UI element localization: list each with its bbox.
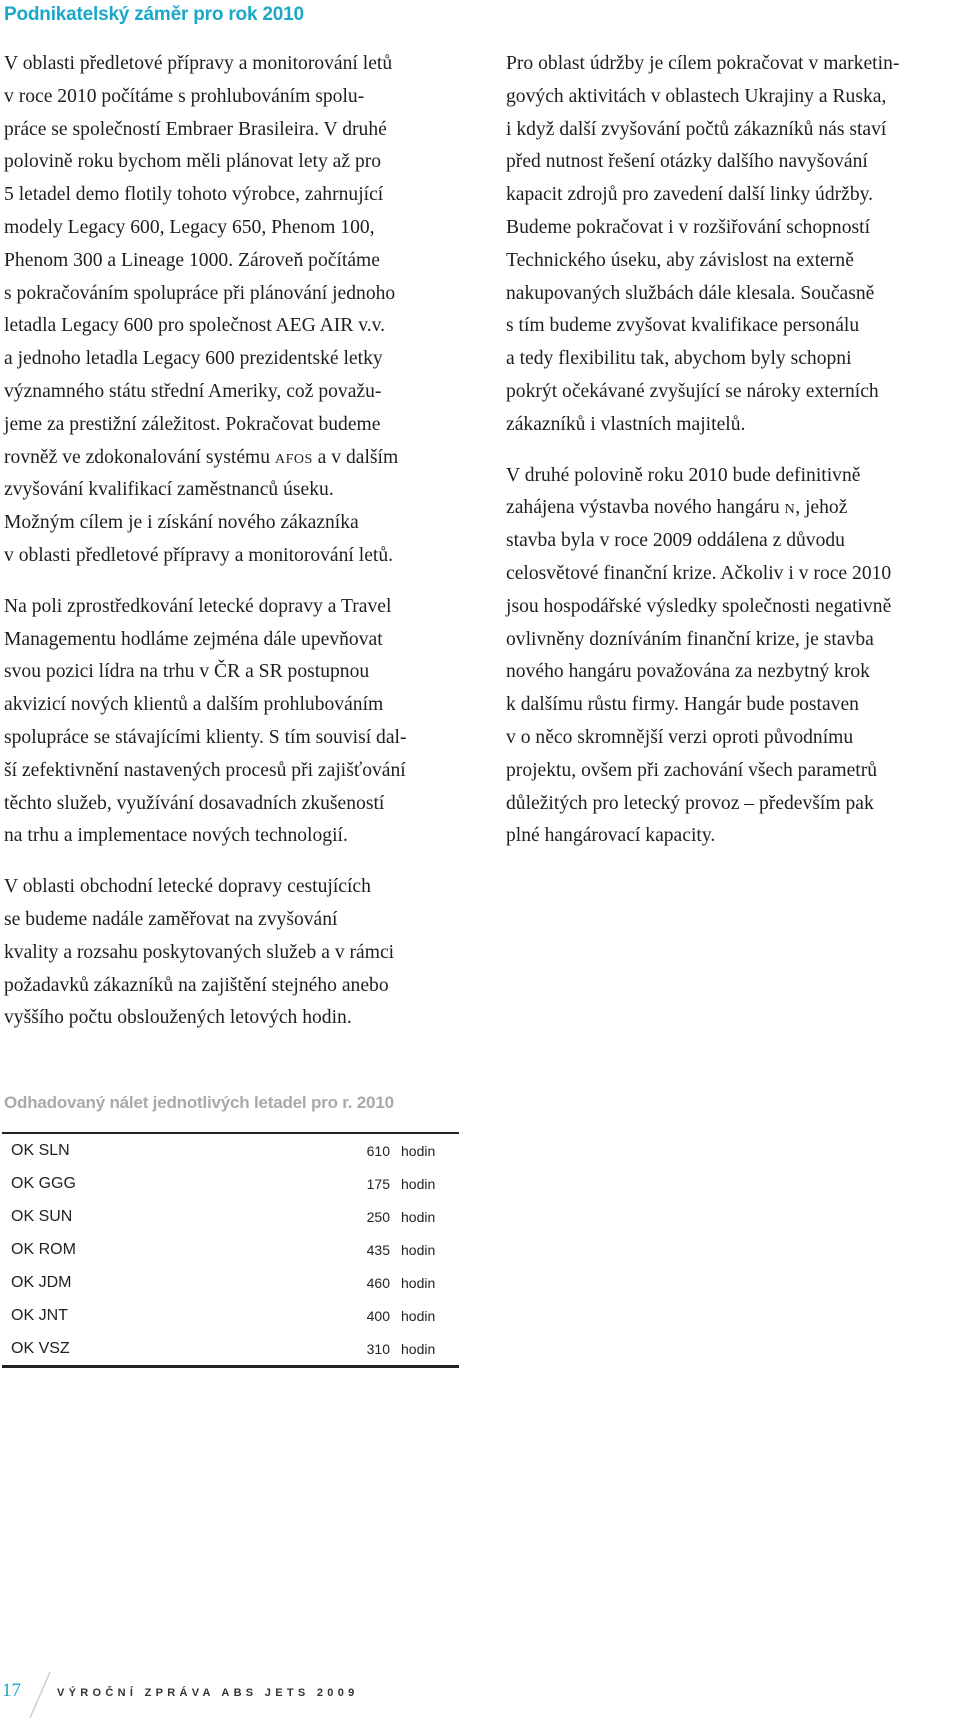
system-name: afos: [274, 446, 313, 468]
flight-hours: 175: [366, 1175, 390, 1192]
paragraph-maintenance: Pro oblast údržby je cílem pokračovat v marketin- gových aktivitách v oblastech Ukrajiny a Ruska, i když další zvyšování počtů zákazníků nás staví před nutnost řešení otázky dalšího navyšování kapacit zdrojů pro zavedení další linky údržby. Budeme pokračovat i v rozšiřování schopností Technického úseku, aby závislost na externě nakupovaných službách dále klesala. Současně s tím budeme zvyšovat kvalifikace personálu a tedy flexibilitu tak, abychom byly schopni pokrýt očekávané zvyšující se nároky externích zákazníků i vlastních majitelů.: [506, 53, 900, 435]
paragraph-travel-management: Na poli zprostředkování letecké dopravy a Travel Managementu hodláme zejména dále upevňovat svou pozici lídra na trhu v ČR a SR postupnou akvizicí nových klientů a dalším prohlubováním spolupráce se stávajícími klienty. S tím souvisí dal- ší zefektivnění nastavených procesů při zajišťování těchto služeb, využívání dosavadních zkušeností na trhu a implementace nových technologií.: [4, 595, 407, 847]
paragraph-text: , jehož stavba byla v roce 2009 oddálena z důvodu celosvětové finanční krize. Ačkoliv i v roce 2010 jsou hospodářské výsledky společnosti negativně ovlivněny dozníváním finanční krize, je stavba nového hangáru považována za nezbytný krok k dalšímu růstu firmy. Hangár bude postaven v o něco skromnější verzi oproti původnímu projektu, ovšem při zachování všech parametrů důležitých pro letecký provoz – především pak plné hangárovací kapacity.: [506, 497, 892, 847]
flight-hours: 610: [366, 1142, 390, 1159]
flight-hours: 250: [366, 1208, 390, 1225]
hours-unit: hodin: [401, 1241, 436, 1258]
table-row: [2, 1266, 459, 1299]
aircraft-registration: OK SUN: [11, 1207, 73, 1225]
paragraph-hangar: [506, 460, 956, 854]
hours-unit: hodin: [401, 1208, 436, 1225]
aircraft-registration: OK JDM: [11, 1273, 72, 1291]
hours-unit: hodin: [401, 1142, 436, 1159]
flight-hours: 310: [366, 1340, 390, 1357]
hours-unit: hodin: [401, 1175, 436, 1192]
aircraft-registration: OK ROM: [11, 1240, 76, 1258]
table-row: [2, 1233, 459, 1266]
page-title: Podnikatelský záměr pro rok 2010: [4, 4, 304, 25]
paragraph-passenger-transport: V oblasti obchodní letecké dopravy cestujících se budeme nadále zaměřovat na zvyšování kvality a rozsahu poskytovaných služeb a v rámci požadavků zákazníků na zajištění stejného anebo vyššího počtu obsloužených letových hodin.: [4, 876, 395, 1029]
paragraph-text: a v dalším zvyšování kvalifikací zaměstnanců úseku. Možným cílem je i získání nového zákazníka v oblasti předletové přípravy a monitorování letů.: [4, 446, 399, 566]
hours-unit: hodin: [401, 1340, 436, 1357]
hours-unit: hodin: [401, 1307, 436, 1324]
paragraph-flight-planning: [4, 48, 456, 573]
hours-unit: hodin: [401, 1274, 436, 1291]
page-footer: [0, 1670, 400, 1720]
paragraph-text: V oblasti předletové přípravy a monitorování letů v roce 2010 počítáme s prohlubováním spolu- práce se společností Embraer Brasileira. V druhé polovině roku bychom měli plánovat lety až pro 5 letadel demo flotily tohoto výrobce, zahrnující modely Legacy 600, Legacy 650, Phenom 100, Phenom 300 a Lineage 1000. Zároveň počítáme s pokračováním spolupráce při plánování jednoho letadla Legacy 600 pro společnost AEG AIR v.v. a jednoho letadla Legacy 600 prezidentské letky významného státu střední Ameriky, což považu- jeme za prestižní záležitost. Pokračovat budeme rovněž ve zdokonalování systému: [4, 53, 396, 468]
flight-hours: 400: [366, 1307, 390, 1324]
table-title: Odhadovaný nálet jednotlivých letadel pro r. 2010: [4, 1093, 394, 1112]
left-text-column: [4, 48, 456, 1035]
flight-hours: 460: [366, 1274, 390, 1291]
table-row: [2, 1332, 459, 1367]
aircraft-registration: OK SLN: [11, 1141, 70, 1159]
right-text-column: [506, 48, 956, 853]
aircraft-registration: OK VSZ: [11, 1339, 70, 1357]
report-name: VÝROČNÍ ZPRÁVA ABS JETS 2009: [57, 1687, 359, 1699]
table-row: [2, 1167, 459, 1200]
page-number: 17: [2, 1680, 21, 1701]
aircraft-registration: OK GGG: [11, 1174, 76, 1192]
flight-hours: 435: [366, 1241, 390, 1258]
table-row: [2, 1299, 459, 1332]
hangar-name: n: [784, 497, 796, 519]
footer-divider-slash: [24, 1670, 54, 1720]
flight-hours-table: [2, 1132, 459, 1368]
paragraph-text: V druhé polovině roku 2010 bude definitivně zahájena výstavba nového hangáru: [506, 464, 861, 519]
aircraft-registration: OK JNT: [11, 1306, 68, 1324]
table-row: [2, 1200, 459, 1233]
table-row: [2, 1133, 459, 1167]
